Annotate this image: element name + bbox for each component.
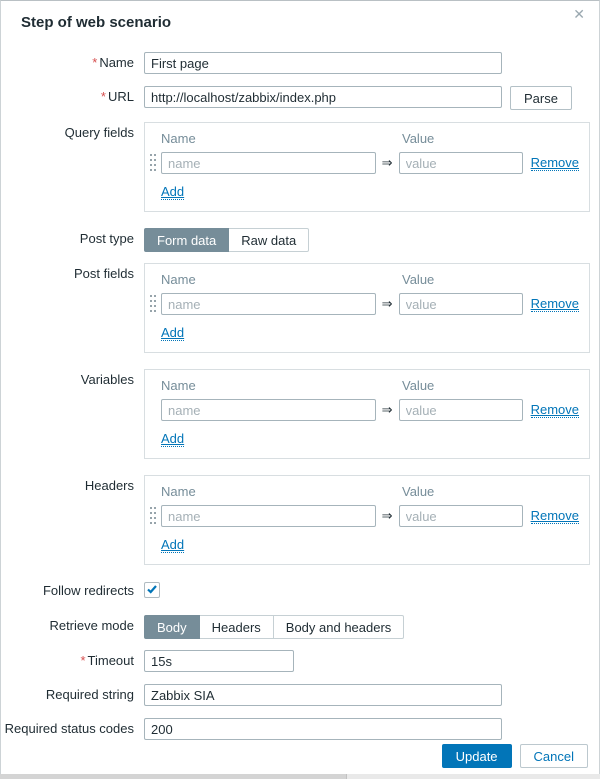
post-fields-label: Post fields [74,266,134,281]
name-row [1,52,599,74]
dialog-title: Step of web scenario [21,14,172,31]
retrieve-mode-row [1,615,599,639]
headers-box [144,475,590,565]
timeout-row [1,650,599,672]
remove-link[interactable]: Remove [530,508,579,523]
pair-value-input[interactable] [399,293,523,315]
headers-row [1,475,599,565]
column-header-value: Value [402,484,435,499]
post-type-option-raw-data[interactable]: Raw data [229,228,309,252]
post-fields-box [144,263,590,353]
dialog-footer [442,744,588,768]
parse-button[interactable]: Parse [510,86,572,110]
pair-value-input[interactable] [399,152,523,174]
headers-label: Headers [84,478,134,493]
variable-pair-row [150,399,579,421]
post-type-option-form-data[interactable]: Form data [144,228,229,252]
follow-redirects-row [1,582,599,599]
query-fields-label: Query fields [64,125,134,140]
drag-handle-icon[interactable] [150,507,157,525]
column-header-name: Name [161,131,196,146]
remove-link[interactable]: Remove [530,296,579,311]
required-marker: * [100,89,106,104]
post-fields-row [1,263,599,353]
required-string-label: Required string [45,687,134,702]
follow-redirects-checkbox[interactable] [144,582,160,598]
pair-name-input[interactable] [161,293,376,315]
drag-handle-icon[interactable] [150,154,157,172]
name-input[interactable] [144,52,502,74]
timeout-input[interactable] [144,650,294,672]
url-input[interactable] [144,86,502,108]
dialog-header [1,1,599,31]
column-header-name: Name [161,484,196,499]
add-link[interactable]: Add [161,431,185,446]
query-fields-box [144,122,590,212]
variables-box [144,369,590,459]
variables-label: Variables [80,372,134,387]
required-string-row [1,684,599,706]
arrow-glyph: ⇒ [381,508,393,523]
update-button[interactable]: Update [442,744,512,768]
query-field-pair-row [150,152,579,174]
variables-row [1,369,599,459]
required-status-codes-label: Required status codes [4,721,134,736]
add-link[interactable]: Add [161,325,185,340]
required-status-codes-input[interactable] [144,718,502,740]
column-header-value: Value [402,131,435,146]
required-marker: * [80,653,86,668]
follow-redirects-label: Follow redirects [42,583,134,598]
retrieve-mode-segmented-control [144,615,404,639]
cancel-button[interactable]: Cancel [520,744,588,768]
arrow-glyph: ⇒ [381,155,393,170]
name-label: * Name [92,55,134,70]
required-string-input[interactable] [144,684,502,706]
header-pair-row [150,505,579,527]
required-marker: * [92,55,98,70]
pair-name-input[interactable] [161,152,376,174]
add-link[interactable]: Add [161,184,185,199]
pair-value-input[interactable] [399,505,523,527]
retrieve-mode-option-headers[interactable]: Headers [200,615,274,639]
column-header-name: Name [161,378,196,393]
drag-handle-icon[interactable] [150,295,157,313]
step-form [1,52,599,740]
column-header-name: Name [161,272,196,287]
check-icon [147,581,157,599]
query-fields-row [1,122,599,212]
timeout-label: * Timeout [80,653,134,668]
arrow-glyph: ⇒ [381,402,393,417]
url-row [1,86,599,110]
page-background-strip [0,774,600,779]
post-type-segmented-control [144,228,309,252]
post-type-label: Post type [79,231,134,246]
retrieve-mode-label: Retrieve mode [49,618,134,633]
pair-value-input[interactable] [399,399,523,421]
post-field-pair-row [150,293,579,315]
retrieve-mode-option-body-and-headers[interactable]: Body and headers [274,615,405,639]
retrieve-mode-option-body[interactable]: Body [144,615,200,639]
remove-link[interactable]: Remove [530,155,579,170]
pair-name-input[interactable] [161,399,376,421]
url-label: * URL [100,89,134,104]
remove-link[interactable]: Remove [530,402,579,417]
column-header-value: Value [402,272,435,287]
post-type-row [1,228,599,252]
required-status-codes-row [1,718,599,740]
add-link[interactable]: Add [161,537,185,552]
pair-name-input[interactable] [161,505,376,527]
arrow-glyph: ⇒ [381,296,393,311]
close-icon[interactable]: ✕ [573,6,585,22]
column-header-value: Value [402,378,435,393]
